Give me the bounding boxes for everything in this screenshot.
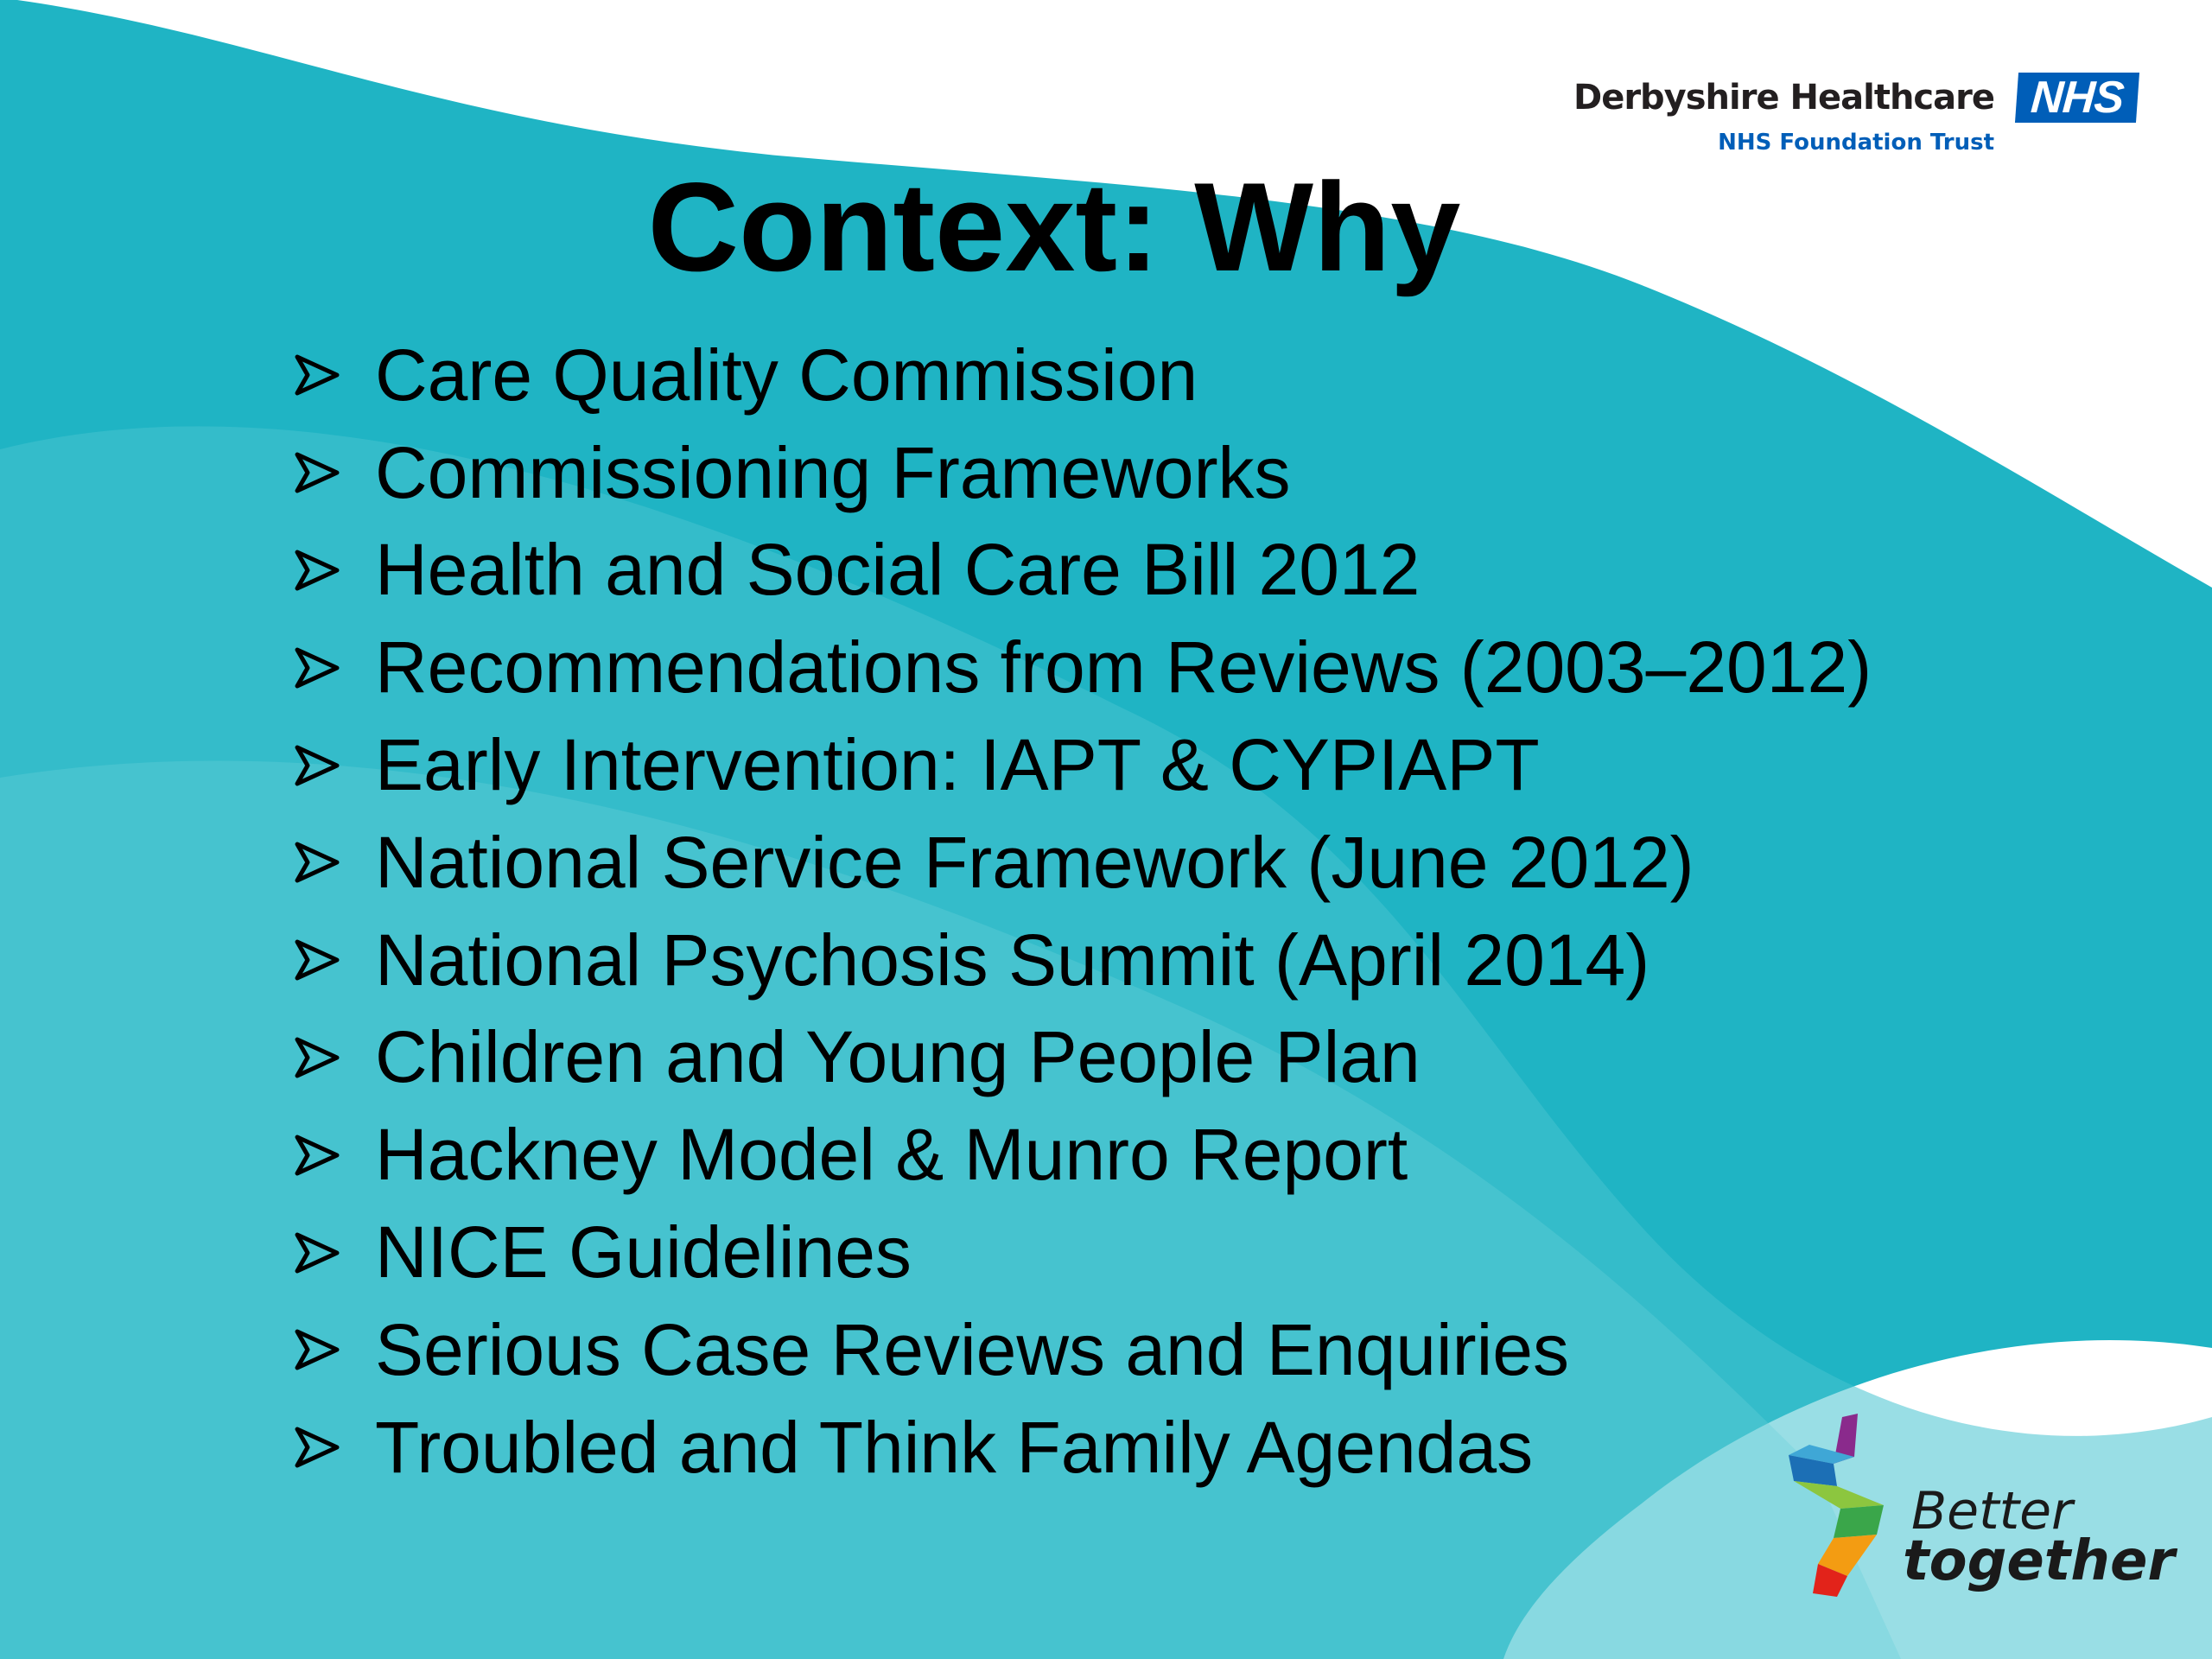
arrowhead-bullet-icon — [294, 352, 340, 398]
tagline-better: Better — [1911, 1481, 2073, 1541]
arrowhead-bullet-icon — [294, 1034, 340, 1081]
better-together-logo — [1763, 1408, 2175, 1616]
bullet-list — [294, 327, 1872, 1497]
arrowhead-bullet-icon — [294, 1424, 340, 1471]
arrowhead-bullet-icon — [294, 1230, 340, 1276]
bullet-text: National Service Framework (June 2012) — [375, 821, 1694, 903]
bullet-item — [294, 1204, 1872, 1301]
arrowhead-bullet-icon — [294, 839, 340, 886]
bullet-text: NICE Guidelines — [375, 1211, 912, 1294]
bullet-item — [294, 1301, 1872, 1399]
arrowhead-bullet-icon — [294, 645, 340, 691]
tagline-together: together — [1903, 1529, 2175, 1593]
bullet-item — [294, 619, 1872, 716]
bullet-item — [294, 716, 1872, 814]
bullet-text: Children and Young People Plan — [375, 1016, 1421, 1098]
bullet-text: Troubled and Think Family Agendas — [375, 1406, 1534, 1488]
bullet-text: Hackney Model & Munro Report — [375, 1114, 1408, 1196]
bullet-item — [294, 1009, 1872, 1107]
bullet-item — [294, 814, 1872, 912]
arrowhead-bullet-icon — [294, 742, 340, 789]
bullet-text: National Psychosis Summit (April 2014) — [375, 918, 1650, 1001]
arrowhead-bullet-icon — [294, 449, 340, 496]
arrowhead-bullet-icon — [294, 1132, 340, 1179]
bullet-item — [294, 1106, 1872, 1204]
arrowhead-bullet-icon — [294, 1326, 340, 1373]
bullet-text: Care Quality Commission — [375, 334, 1198, 416]
better-together-mark-icon — [1780, 1412, 1901, 1602]
bullet-text: Commissioning Frameworks — [375, 431, 1291, 513]
bullet-text: Recommendations from Reviews (2003–2012) — [375, 626, 1872, 709]
bullet-item — [294, 522, 1872, 620]
bullet-text: Health and Social Care Bill 2012 — [375, 529, 1421, 611]
slide-title: Context: Why — [647, 156, 1461, 297]
bullet-text: Serious Case Reviews and Enquiries — [375, 1308, 1570, 1390]
organisation-subtitle: NHS Foundation Trust — [1718, 130, 1994, 156]
arrowhead-bullet-icon — [294, 937, 340, 983]
bullet-item — [294, 327, 1872, 424]
bullet-text: Early Intervention: IAPT & CYPIAPT — [375, 724, 1540, 806]
bullet-item — [294, 1399, 1872, 1497]
bullet-item — [294, 424, 1872, 522]
nhs-badge: NHS — [2015, 73, 2139, 123]
bullet-item — [294, 912, 1872, 1009]
organisation-name: Derbyshire Healthcare — [1573, 78, 1994, 118]
arrowhead-bullet-icon — [294, 547, 340, 594]
